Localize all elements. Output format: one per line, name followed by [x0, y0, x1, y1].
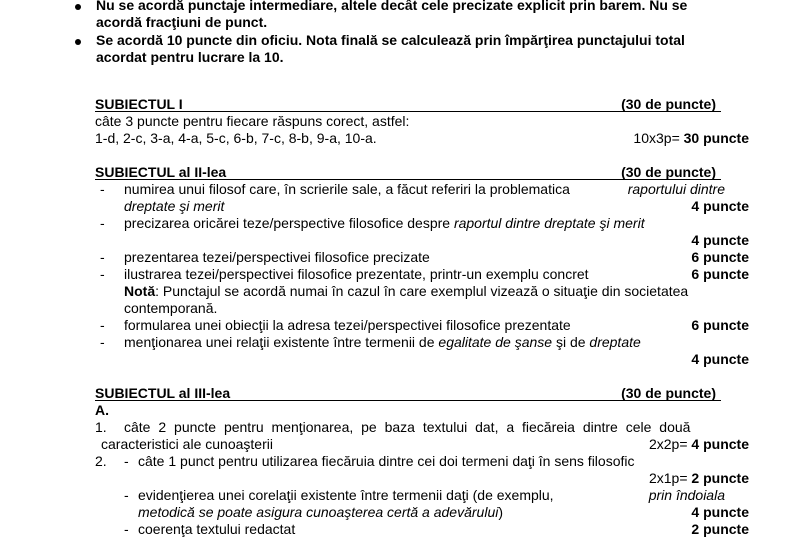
- section-3-item-2b-score: 4 puncte: [691, 504, 749, 520]
- section-1-points: (30 de puncte): [621, 96, 716, 112]
- section-1-answers: 1-d, 2-c, 3-a, 4-a, 5-c, 6-b, 7-c, 8-b, 9-a, 10-a.: [95, 130, 377, 146]
- section-3-item-1-score: [649, 436, 749, 453]
- rule-oficiu-line1: Se acordă 10 puncte din oficiu. Nota finală se calculează prin împărţirea punctajului total: [96, 32, 685, 48]
- score-formula: 2x2p=: [648, 436, 688, 452]
- score-formula: 2x1p=: [648, 470, 688, 486]
- list-dash: -: [124, 521, 129, 537]
- section-2-header: [95, 164, 721, 181]
- item-text: precizarea oricărei teze/perspective filosofice despre: [124, 215, 451, 231]
- item-text: evidenţierea unei corelaţii existente între termenii daţi (de exemplu,: [138, 487, 554, 503]
- section-2-title: SUBIECTUL al II-lea: [95, 164, 227, 180]
- item-text: şi de: [555, 334, 586, 350]
- item-text-italic: raportului dintre: [627, 181, 725, 197]
- rule-no-intermediate-line2: acordă fracţiuni de punct.: [96, 14, 268, 30]
- section-3-item-2a-score: [649, 470, 749, 487]
- section-3-item-2a-text: câte 1 punct pentru utilizarea fiecăruia dintre cei doi termeni daţi în sens filosofic: [138, 453, 635, 469]
- section-2-item-2-score: 4 puncte: [691, 232, 749, 248]
- section-2-item-1-score: 4 puncte: [691, 198, 749, 214]
- item-text: menţionarea unei relaţii existente între termenii de: [124, 334, 435, 350]
- section-2-item-5-score: 6 puncte: [691, 317, 749, 333]
- section-3-part-a: A.: [95, 402, 109, 418]
- list-dash: -: [100, 215, 105, 231]
- section-3-item-2b-line2: [138, 504, 503, 521]
- list-dash: -: [100, 266, 105, 282]
- section-1-header: [95, 96, 721, 113]
- section-2-item-4-text: ilustrarea tezei/perspectivei filosofice prezentate, printr-un exemplu concret: [124, 266, 589, 282]
- section-1-score: [633, 130, 749, 147]
- section-3-item-2c-text: coerenţa textului redactat: [138, 521, 296, 537]
- section-3-points: (30 de puncte): [621, 385, 716, 401]
- score-formula: 10x3p=: [633, 130, 680, 146]
- section-2-item-1-line2: dreptate şi merit: [124, 198, 225, 214]
- section-2-item-6-score: 4 puncte: [691, 351, 749, 367]
- section-3-title: SUBIECTUL al III-lea: [95, 385, 231, 401]
- list-dash: -: [100, 317, 105, 333]
- list-dash: -: [124, 453, 129, 469]
- score-value: 4 puncte: [691, 436, 749, 452]
- section-2-item-3-text: prezentarea tezei/perspectivei filosofice precizate: [124, 249, 430, 265]
- list-dash: -: [100, 181, 105, 197]
- rule-oficiu-line2: acordat pentru lucrare la 10.: [96, 49, 284, 65]
- section-2-item-6-text: [124, 334, 641, 351]
- section-2-item-2-line1: [124, 215, 645, 232]
- section-3-item-1-line1: câte 2 puncte pentru menţionarea, pe baza textului dat, a fiecăreia dintre cele două: [124, 419, 691, 435]
- list-dash: -: [124, 487, 129, 503]
- list-dash: -: [100, 249, 105, 265]
- score-value: 2 puncte: [691, 470, 749, 486]
- section-3-item-1-line2: caracteristici ale cunoaşterii: [101, 436, 273, 452]
- note-text: : Punctajul se acordă numai în cazul în care exemplul vizează o situaţie din societatea: [155, 283, 689, 299]
- section-2-item-1-line1: [124, 181, 725, 198]
- item-text-italic: egalitate de şanse: [438, 334, 553, 350]
- section-2-item-5-text: formularea unei obiecţii la adresa tezei/perspectivei filosofice prezentate: [124, 317, 571, 333]
- bullet-marker: [75, 4, 81, 10]
- section-2-points: (30 de puncte): [621, 164, 716, 180]
- note-label: Notă: [124, 283, 156, 299]
- section-2-item-4-score: 6 puncte: [691, 266, 749, 282]
- item-text-italic: raportul dintre dreptate şi merit: [453, 215, 645, 231]
- section-1-title: SUBIECTUL I: [95, 96, 183, 112]
- item-number: 2.: [95, 453, 107, 469]
- list-dash: -: [100, 334, 105, 350]
- section-3-header: [95, 385, 721, 402]
- section-3-item-2b-line1: [138, 487, 725, 504]
- item-number: 1.: [95, 419, 107, 435]
- item-text-italic: metodică se poate asigura cunoaşterea certă a adevărului: [138, 504, 499, 520]
- bullet-marker: [75, 39, 81, 45]
- item-text: ): [498, 504, 504, 520]
- section-2-note-line2: contemporană.: [124, 300, 218, 316]
- rule-no-intermediate-line1: Nu se acordă punctaje intermediare, altele decât cele precizate explicit prin barem. Nu se: [96, 0, 688, 13]
- item-text-italic: dreptate: [589, 334, 641, 350]
- section-2-note-line1: [124, 283, 688, 300]
- item-text-italic: prin îndoiala: [648, 487, 725, 503]
- section-2-item-3-score: 6 puncte: [691, 249, 749, 265]
- score-value: 30 puncte: [683, 130, 749, 146]
- section-1-instruction: câte 3 puncte pentru fiecare răspuns corect, astfel:: [95, 113, 410, 129]
- section-3-item-2c-score: 2 puncte: [691, 521, 749, 537]
- item-text: numirea unui filosof care, în scrierile sale, a făcut referiri la problematica: [124, 181, 570, 197]
